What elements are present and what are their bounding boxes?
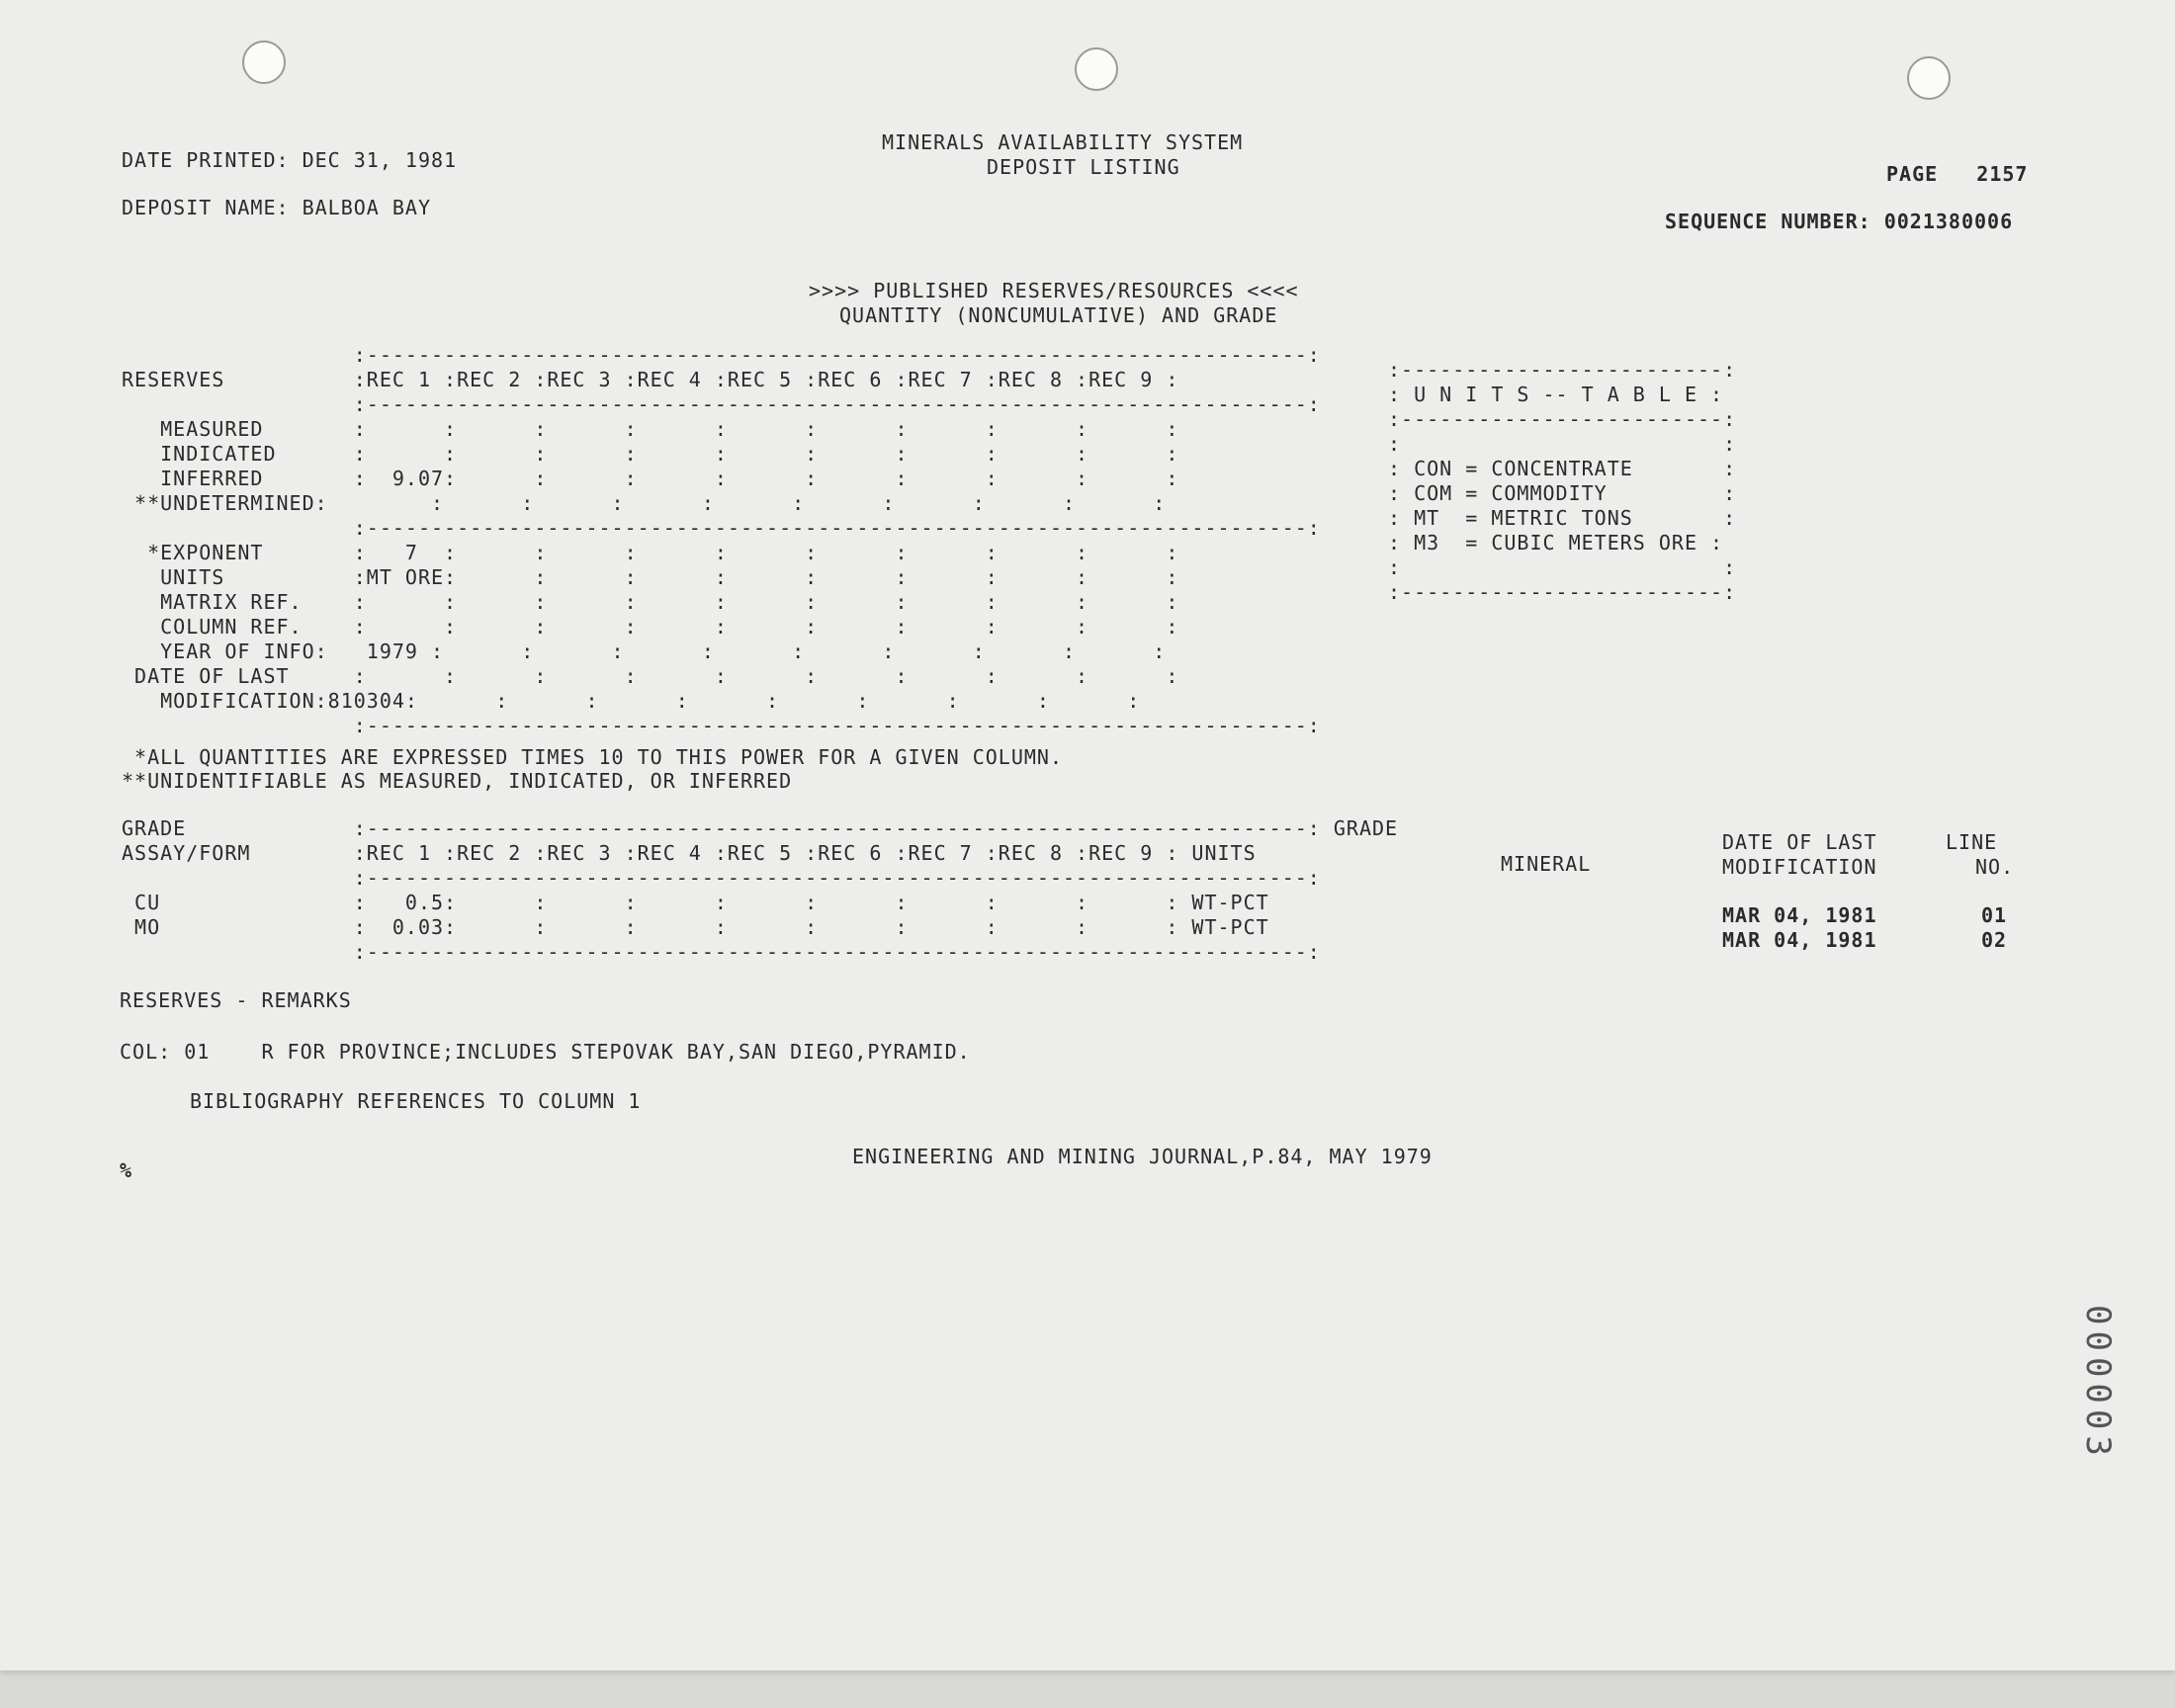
deposit-name: DEPOSIT NAME: BALBOA BAY: [122, 196, 431, 219]
footnote-undetermined: **UNIDENTIFIABLE AS MEASURED, INDICATED, OR INFERRED: [122, 769, 793, 793]
reserves-row: :-------------------------------------------------------------------------:: [122, 343, 1321, 367]
reserves-row: MATRIX REF. : : : : : : : : : :: [122, 590, 1179, 614]
reserves-row: RESERVES :REC 1 :REC 2 :REC 3 :REC 4 :REC 5 :REC 6 :REC 7 :REC 8 :REC 9 :: [122, 368, 1179, 391]
units-row: : :: [1388, 555, 1737, 579]
reserves-row: YEAR OF INFO: 1979 : : : : : : : : :: [122, 640, 1167, 663]
reserves-row: :-------------------------------------------------------------------------:: [122, 516, 1321, 540]
grade-row2-date: MAR 04, 1981: [1722, 928, 1877, 952]
section-title: >>>> PUBLISHED RESERVES/RESOURCES <<<<: [809, 279, 1299, 302]
section-subtitle: QUANTITY (NONCUMULATIVE) AND GRADE: [839, 303, 1278, 327]
units-row: : M3 = CUBIC METERS ORE :: [1388, 531, 1724, 555]
grade-row: :-------------------------------------------------------------------------:: [122, 940, 1321, 964]
reserves-row: UNITS :MT ORE: : : : : : : : :: [122, 565, 1179, 589]
citation: ENGINEERING AND MINING JOURNAL,P.84, MAY 1979: [852, 1145, 1433, 1168]
line-no-header-line2: NO.: [1975, 855, 2015, 879]
percent-mark: %: [120, 1158, 133, 1182]
reserves-row: INFERRED : 9.07: : : : : : : : :: [122, 467, 1179, 490]
system-title: MINERALS AVAILABILITY SYSTEM: [882, 130, 1244, 154]
grade-row: ASSAY/FORM :REC 1 :REC 2 :REC 3 :REC 4 :REC 5 :REC 6 :REC 7 :REC 8 :REC 9 : UNITS: [122, 841, 1257, 865]
grade-row: GRADE :-------------------------------------------------------------------------: GRADE: [122, 816, 1399, 840]
date-header-line1: DATE OF LAST: [1722, 830, 1877, 854]
reserves-row: INDICATED : : : : : : : : : :: [122, 442, 1179, 466]
reserves-row: *EXPONENT : 7 : : : : : : : : :: [122, 541, 1179, 564]
punch-hole-center: [1075, 47, 1118, 91]
units-row: : U N I T S -- T A B L E :: [1388, 383, 1724, 406]
remarks-heading: RESERVES - REMARKS: [120, 988, 352, 1012]
grade-row: MO : 0.03: : : : : : : : : WT-PCT: [122, 915, 1269, 939]
punch-hole-left: [242, 41, 286, 84]
date-header-line2: MODIFICATION: [1722, 855, 1877, 879]
page-number: PAGE 2157: [1886, 162, 2029, 186]
units-row: : MT = METRIC TONS :: [1388, 506, 1737, 530]
grade-row2-line: 02: [1981, 928, 2008, 952]
units-row: :-------------------------:: [1388, 358, 1737, 382]
units-row: : :: [1388, 432, 1737, 456]
reserves-row: :-------------------------------------------------------------------------:: [122, 392, 1321, 416]
units-row: : COM = COMMODITY :: [1388, 481, 1737, 505]
grade-row: :-------------------------------------------------------------------------:: [122, 866, 1321, 890]
sequence-number: SEQUENCE NUMBER: 0021380006: [1665, 210, 2014, 233]
reserves-row: MODIFICATION:810304: : : : : : : : :: [122, 689, 1141, 713]
reserves-row: DATE OF LAST : : : : : : : : : :: [122, 664, 1179, 688]
mineral-header: MINERAL: [1501, 852, 1592, 876]
units-row: :-------------------------:: [1388, 407, 1737, 431]
remarks-col-line: COL: 01 R FOR PROVINCE;INCLUDES STEPOVAK BAY,SAN DIEGO,PYRAMID.: [120, 1040, 971, 1064]
grade-row: CU : 0.5: : : : : : : : : WT-PCT: [122, 891, 1269, 914]
line-no-header-line1: LINE: [1946, 830, 1998, 854]
bibliography-heading: BIBLIOGRAPHY REFERENCES TO COLUMN 1: [190, 1089, 642, 1113]
footnote-exponent: *ALL QUANTITIES ARE EXPRESSED TIMES 10 TO THIS POWER FOR A GIVEN COLUMN.: [122, 745, 1063, 769]
units-row: : CON = CONCENTRATE :: [1388, 457, 1737, 480]
units-row: :-------------------------:: [1388, 580, 1737, 604]
grade-row1-date: MAR 04, 1981: [1722, 903, 1877, 927]
punch-hole-right: [1907, 56, 1951, 100]
grade-row1-line: 01: [1981, 903, 2008, 927]
reserves-row: MEASURED : : : : : : : : : :: [122, 417, 1179, 441]
reserves-row: COLUMN REF. : : : : : : : : : :: [122, 615, 1179, 639]
reserves-row: :-------------------------------------------------------------------------:: [122, 714, 1321, 737]
reserves-row: **UNDETERMINED: : : : : : : : : :: [122, 491, 1167, 515]
page-stamp: 000003: [2078, 1305, 2118, 1462]
listing-title: DEPOSIT LISTING: [987, 155, 1180, 179]
date-printed: DATE PRINTED: DEC 31, 1981: [122, 148, 458, 172]
